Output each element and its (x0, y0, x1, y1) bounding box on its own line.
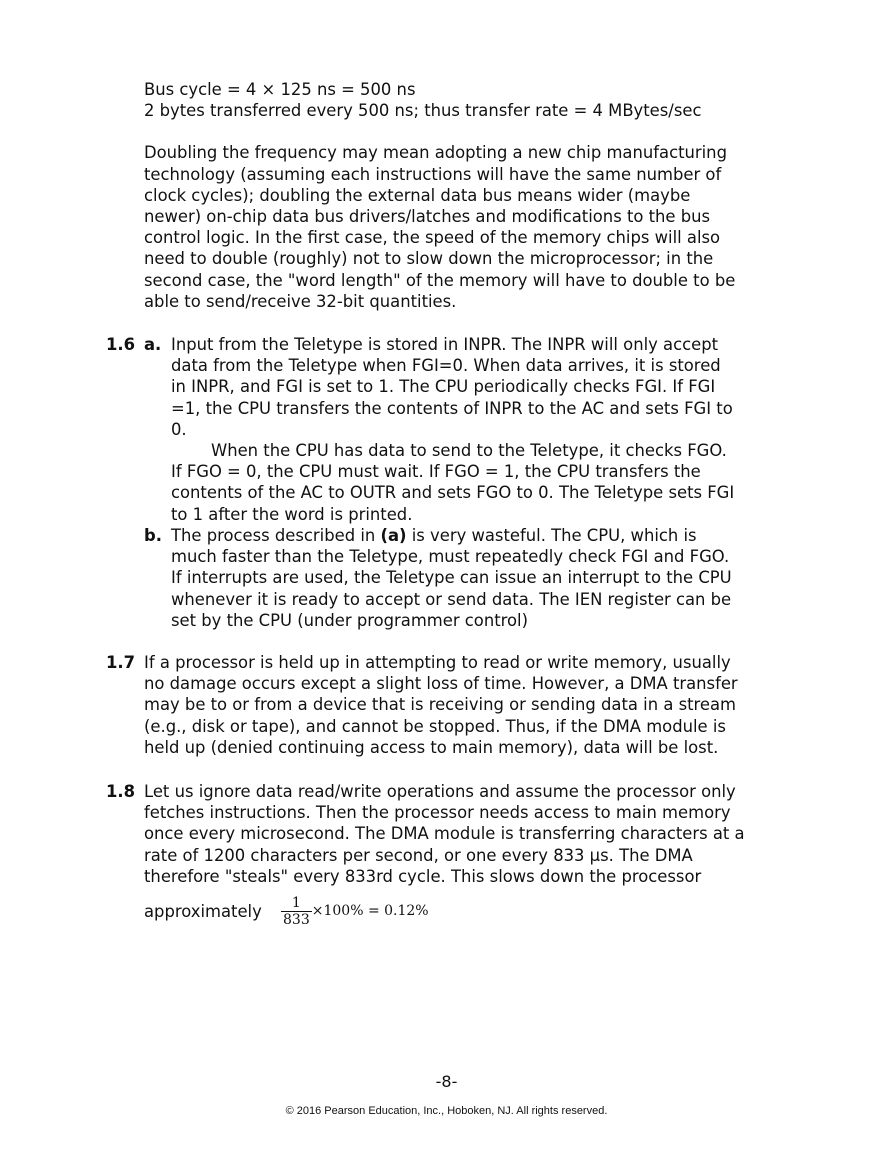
part-a-text-1: Input from the Teletype is stored in INPR. The INPR will only accept data from the Teletype when FGI=0. When data arrives, it is stored in INPR, and FGI is set to 1. The CPU periodically checks FGI. If FGI =1, the CPU transfers the contents of INPR to the AC and sets FGI to 0. (171, 335, 733, 439)
fraction (281, 895, 312, 928)
page-number: -8- (435, 1072, 458, 1091)
part-a-text-2-rest: If FGO = 0, the CPU must wait. If FGO = 1, the CPU transfers the contents of the AC to OUTR and sets FGO to 0. The Teletype sets FGI to 1 after the word is printed. (171, 462, 735, 524)
part-b-first-line (171, 525, 851, 546)
part-a-label: a. (144, 335, 162, 354)
bus-cycle-line: Bus cycle = 4 × 125 ns = 500 ns (144, 80, 416, 99)
part-b-pre: The process described in (171, 526, 381, 545)
question-1-8-body (144, 781, 854, 928)
fraction-denominator: 833 (283, 912, 310, 929)
fraction-numerator: 1 (281, 895, 312, 912)
percentage-formula (281, 895, 429, 928)
formula-result: ×100% = 0.12% (311, 902, 429, 919)
doubling-paragraph: Doubling the frequency may mean adopting a new chip manufacturing technology (assuming each instructions will have the same number of clock cycles); doubling the external data bus means wider (maybe newer) on-chip data bus drivers/latches and modifications to the bus control logic. In the first case, the speed of the memory chips will also need to double (roughly) not to slow down the microprocessor; in the second case, the "word length" of the memory will have to double to be able to send/receive 32-bit quantities. (144, 143, 736, 311)
question-1-8-text: Let us ignore data read/write operations and assume the processor only fetches instructions. Then the processor needs access to main memory once every microsecond. The DMA module is transferring characters at a rate of 1200 characters per second, or one every 833 µs. The DMA therefore "steals" every 833rd cycle. This slows down the processor (144, 782, 745, 886)
part-b-rest: much faster than the Teletype, must repeatedly check FGI and FGO. If interrupts are used, the Teletype can issue an interrupt to the CPU whenever it is ready to accept or send data. The IEN register can be set by the CPU (under programmer control) (171, 547, 732, 630)
copyright-notice: © 2016 Pearson Education, Inc., Hoboken, NJ. All rights reserved. (285, 1105, 608, 1117)
part-b-body (171, 525, 851, 631)
question-number: 1.6 (106, 335, 136, 354)
question-number: 1.7 (106, 653, 136, 672)
question-number: 1.8 (106, 782, 136, 801)
approximately-label: approximately (144, 901, 262, 921)
question-1-7-text: If a processor is held up in attempting to read or write memory, usually no damage occurs except a slight loss of time. However, a DMA transfer may be to or from a device that is receiving or sending data in a stream (e.g., disk or tape), and cannot be stopped. Thus, if the DMA module is held up (denied continuing access to main memory), data will be lost. (144, 653, 738, 757)
part-a-text-2-first: When the CPU has data to send to the Teletype, it checks FGO. (211, 441, 727, 461)
approximation-line (144, 895, 854, 928)
part-b-label: b. (144, 526, 162, 545)
part-b-ref: (a) (380, 526, 407, 545)
transfer-rate-line: 2 bytes transferred every 500 ns; thus transfer rate = 4 MBytes/sec (144, 101, 702, 121)
part-a-body (171, 334, 851, 525)
intro-block (144, 79, 844, 312)
part-b-post: is very wasteful. The CPU, which is (406, 526, 697, 545)
